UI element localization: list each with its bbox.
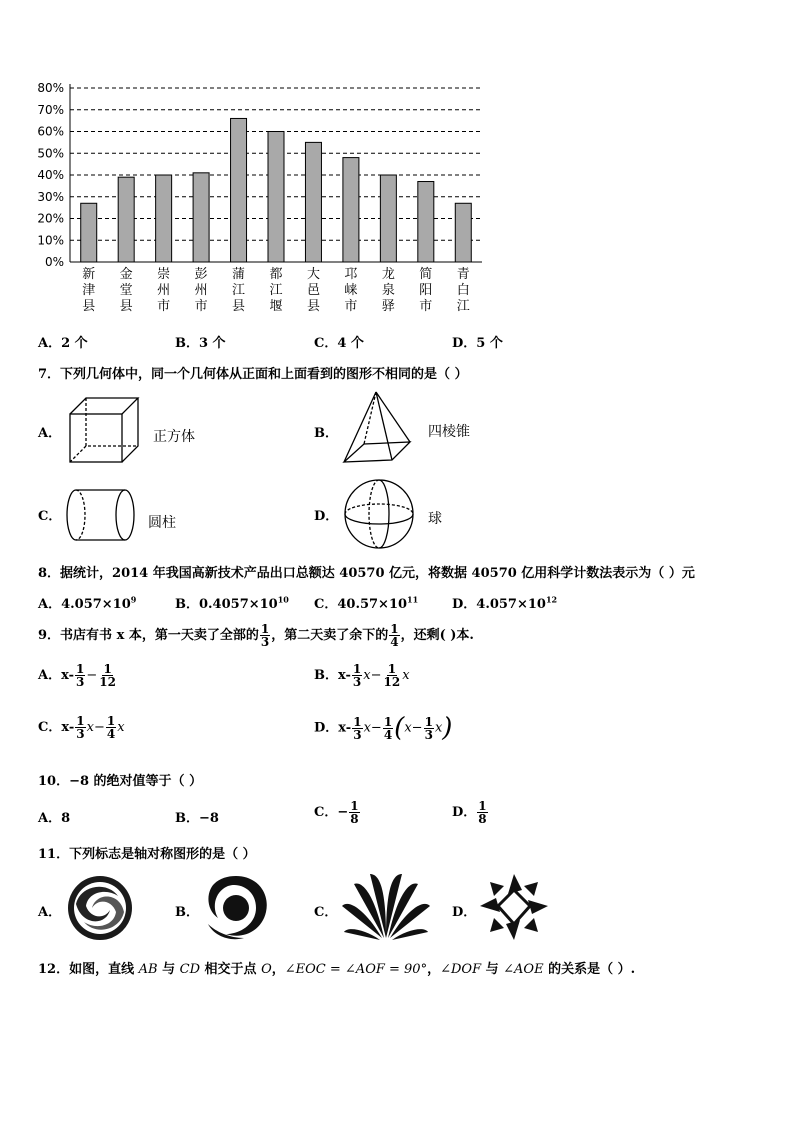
x-tick-label-char: 驿 <box>381 299 395 314</box>
bar <box>343 158 359 262</box>
q9-option-b: B．x- $\frac{1}{3}$ x− $\frac{1}{12}$ x <box>314 662 410 689</box>
cylinder-figure <box>62 486 140 544</box>
q10-option-c: C．− $\frac{1}{8}$ <box>314 799 359 826</box>
cube-figure <box>66 394 142 466</box>
x-tick-label-char: 市 <box>194 299 208 314</box>
y-tick-label: 30% <box>37 189 64 204</box>
x-tick-label-char: 市 <box>419 299 433 314</box>
x-tick-label-char: 县 <box>82 299 96 314</box>
x-tick-label-char: 堰 <box>269 299 283 314</box>
pyramid-figure <box>340 388 416 466</box>
logo-spiral-icon <box>200 872 272 942</box>
q10-option-b: B．−8 <box>175 811 219 826</box>
x-tick-label-char: 蒲 <box>232 267 246 282</box>
q8-stem: 8．据统计，2014 年我国高新技术产品出口总额达 40570 亿元，将数据 40570 亿用科学计数法表示为（ ）元 <box>38 566 695 581</box>
x-tick-label-char: 龙 <box>381 267 395 282</box>
x-tick-label-char: 县 <box>232 299 246 314</box>
y-tick-label: 20% <box>37 211 64 226</box>
bar <box>268 132 284 263</box>
bar <box>156 175 172 262</box>
bar <box>231 118 247 262</box>
x-tick-label-char: 堂 <box>119 283 133 298</box>
q7-option-d-name: 球 <box>428 511 442 527</box>
q8-option-a: A．$4.057\times 10^9$ <box>38 594 137 612</box>
q7-option-a-letter: A． <box>38 426 62 441</box>
bar <box>81 203 97 262</box>
q10-stem: 10．−8 的绝对值等于（ ） <box>38 774 203 789</box>
q7-option-b-name: 四棱锥 <box>428 424 470 440</box>
q10-option-d: D． $\frac{1}{8}$ <box>452 799 487 826</box>
sphere-figure <box>342 476 416 552</box>
x-tick-label-char: 津 <box>82 283 96 298</box>
q6-option-a: A．2 个 <box>38 336 88 351</box>
x-tick-label-char: 泉 <box>381 283 395 298</box>
x-tick-label-char: 金 <box>119 267 133 282</box>
q12-stem: 12．如图，直线 AB 与 CD 相交于点 O，∠EOC = ∠AOF = 90°，∠DOF 与 ∠AOE 的关系是（ ）. <box>38 962 636 977</box>
x-tick-label-char: 青 <box>456 267 470 282</box>
q9-stem: 9．书店有书 x 本，第一天卖了全部的 $\frac{1}{3}$ ，第二天卖了余下的 $\frac{1}{4}$ ，还剩( )本. <box>38 622 474 649</box>
x-tick-label-char: 阳 <box>419 283 433 298</box>
q11-option-a-letter: A． <box>38 905 62 920</box>
q10-option-a: A．8 <box>38 811 71 826</box>
x-tick-label-char: 崇 <box>157 267 171 282</box>
bar-chart <box>0 0 794 330</box>
x-tick-label-char: 州 <box>157 283 171 298</box>
x-tick-label-char: 简 <box>419 267 433 282</box>
q7-option-b-letter: B． <box>314 426 338 441</box>
q6-option-b: B．3 个 <box>175 336 226 351</box>
bar <box>418 182 434 262</box>
q8-option-c: C．$40.57\times 10^{11}$ <box>314 594 419 612</box>
x-tick-label-char: 江 <box>232 283 246 298</box>
bar <box>305 142 321 262</box>
bar <box>455 203 471 262</box>
x-tick-label-char: 江 <box>456 299 470 314</box>
x-tick-label-char: 州 <box>194 283 208 298</box>
logo-petals-icon <box>340 870 432 942</box>
q11-option-c-letter: C． <box>314 905 338 920</box>
q9-option-a: A．x- $\frac{1}{3}$ − $\frac{1}{12}$ <box>38 662 116 689</box>
q7-option-c-letter: C． <box>38 509 62 524</box>
q6-option-d: D．5 个 <box>452 336 503 351</box>
x-tick-label-char: 市 <box>344 299 358 314</box>
q11-option-b-letter: B． <box>175 905 199 920</box>
q9-option-d: D．x- $\frac{1}{3}$ x− $\frac{1}{4}$ (x− $\frac{1}{3}$ x) <box>314 713 453 743</box>
bar <box>380 175 396 262</box>
q11-option-d-letter: D． <box>452 905 477 920</box>
y-tick-label: 80% <box>37 81 64 95</box>
logo-star-icon <box>478 872 550 942</box>
q8-option-d: D．$4.057\times 10^{12}$ <box>452 594 558 612</box>
x-tick-label-char: 彭 <box>194 267 208 282</box>
x-tick-label-char: 县 <box>306 299 320 314</box>
x-tick-label-char: 大 <box>306 267 320 282</box>
q9-option-c: C．x- $\frac{1}{3}$ x− $\frac{1}{4}$ x <box>38 714 125 741</box>
q8-option-b: B．$0.4057\times 10^{10}$ <box>175 594 289 612</box>
x-tick-label-char: 邛 <box>344 267 358 282</box>
bar <box>193 173 209 262</box>
y-tick-label: 50% <box>37 146 64 161</box>
q7-option-c-name: 圆柱 <box>148 515 176 531</box>
x-tick-label-char: 崃 <box>344 283 358 298</box>
q6-option-c: C．4 个 <box>314 336 364 351</box>
y-tick-label: 40% <box>37 168 64 182</box>
x-tick-label-char: 新 <box>82 267 96 282</box>
x-tick-label-char: 市 <box>157 299 171 314</box>
q11-stem: 11．下列标志是轴对称图形的是（ ） <box>38 847 256 862</box>
q7-option-d-letter: D． <box>314 509 339 524</box>
x-tick-label-char: 县 <box>119 299 133 314</box>
x-tick-label-char: 江 <box>269 283 283 298</box>
logo-swirl-icon <box>66 874 134 942</box>
bar <box>118 177 134 262</box>
y-tick-label: 10% <box>37 233 64 248</box>
x-tick-label-char: 都 <box>269 267 283 282</box>
y-tick-label: 70% <box>37 102 64 117</box>
x-tick-label-char: 白 <box>456 283 470 298</box>
q7-stem: 7．下列几何体中，同一个几何体从正面和上面看到的图形不相同的是（ ） <box>38 367 468 382</box>
x-tick-label-char: 邑 <box>306 283 320 298</box>
y-tick-label: 0% <box>44 255 64 269</box>
y-tick-label: 60% <box>37 124 64 139</box>
q7-option-a-name: 正方体 <box>153 429 195 445</box>
